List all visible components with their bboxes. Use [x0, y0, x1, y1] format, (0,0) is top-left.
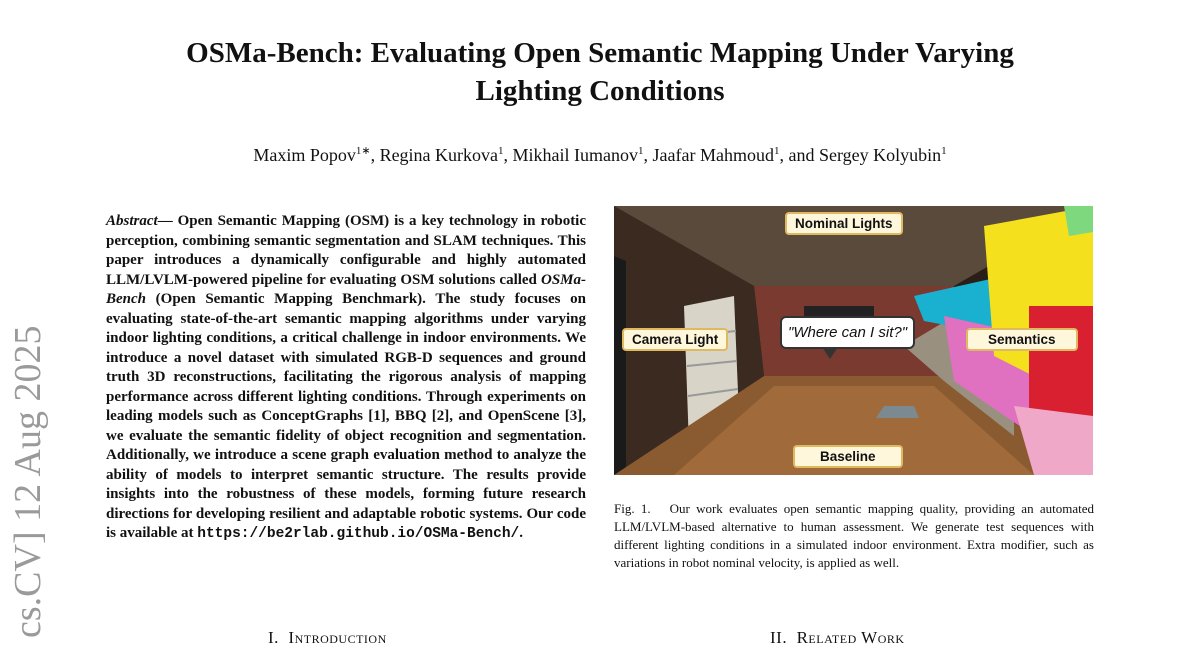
- arxiv-stamp: cs.CV] 12 Aug 2025: [7, 325, 49, 638]
- benchmark-name: OSMa-Bench: [106, 271, 586, 307]
- caption-label: Fig. 1.: [614, 501, 651, 516]
- section-heading-related-work: II. Related Work: [770, 628, 905, 647]
- figure-caption: [614, 500, 1094, 572]
- abstract: Abstract— Open Semantic Mapping (OSM) is a key technology in robotic perception, combining semantic segmentation and SLAM techniques. This paper introduces a dynamically configurable and highly automated LLM/LVLM-powered pipeline for evaluating OSM solutions called OSMa-Bench (Open Semantic Mapping Benchmark). The study focuses on evaluating state-of-the-art semantic mapping algorithms under varying indoor lighting conditions, a critical challenge in indoor environments. We introduce a novel dataset with simulated RGB-D sequences and ground truth 3D reconstructions, facilitating the rigorous analysis of mapping performance across different lighting conditions. Through experiments on leading models such as ConceptGraphs [1], BBQ [2], and OpenScene [3], we evaluate the semantic fidelity of object recognition and segmentation. Additionally, we introduce a scene graph evaluation method to analyze the ability of models to interpret semantic structure. The results provide insights into the robustness of these models, forming future research directions for developing resilient and adaptable robotic systems. Our code is available at https://be2rlab.github.io/OSMa-Bench/.: [106, 213, 587, 542]
- section-heading-introduction: I. Introduction: [268, 628, 387, 647]
- label-camera-light: Camera Light: [622, 328, 728, 351]
- title-line-2: Lighting Conditions: [475, 75, 725, 107]
- author: Maxim Popov$^{1∗}$,: [253, 145, 380, 165]
- label-baseline: Baseline: [793, 445, 903, 468]
- abstract-label: Abstract: [106, 213, 158, 229]
- author-list: [0, 144, 1200, 166]
- author: Jaafar Mahmoud$^1$, and: [652, 145, 819, 165]
- paper-title: [0, 34, 1200, 110]
- caption-text: Our work evaluates open semantic mapping quality, providing an automated LLM/LVLM-based alternative to human assessment. We generate test sequences with different lighting conditions in a simulated indoor environment. Extra modifier, such as variations in robot nominal velocity, is applied as well.: [614, 501, 1095, 570]
- title-line-1: OSMa-Bench: Evaluating Open Semantic Mapping Under Varying: [186, 37, 1014, 69]
- author: Sergey Kolyubin$^1$: [818, 145, 947, 165]
- author: Regina Kurkova$^1$,: [379, 145, 513, 165]
- code-link[interactable]: https://be2rlab.github.io/OSMa-Bench/: [197, 526, 520, 542]
- query-speech-bubble: "Where can I sit?": [780, 316, 915, 349]
- label-semantics: Semantics: [966, 328, 1078, 351]
- author: Mikhail Iumanov$^1$,: [512, 145, 653, 165]
- abstract-text: Open Semantic Mapping (OSM) is a key technology in robotic perception, combining semantic segmentation and SLAM techniques. This paper introduces a dynamically configurable and highly automated LLM/LVLM-powered pipeline for evaluating OSM solutions called: [106, 213, 587, 288]
- label-nominal-lights: Nominal Lights: [785, 212, 903, 235]
